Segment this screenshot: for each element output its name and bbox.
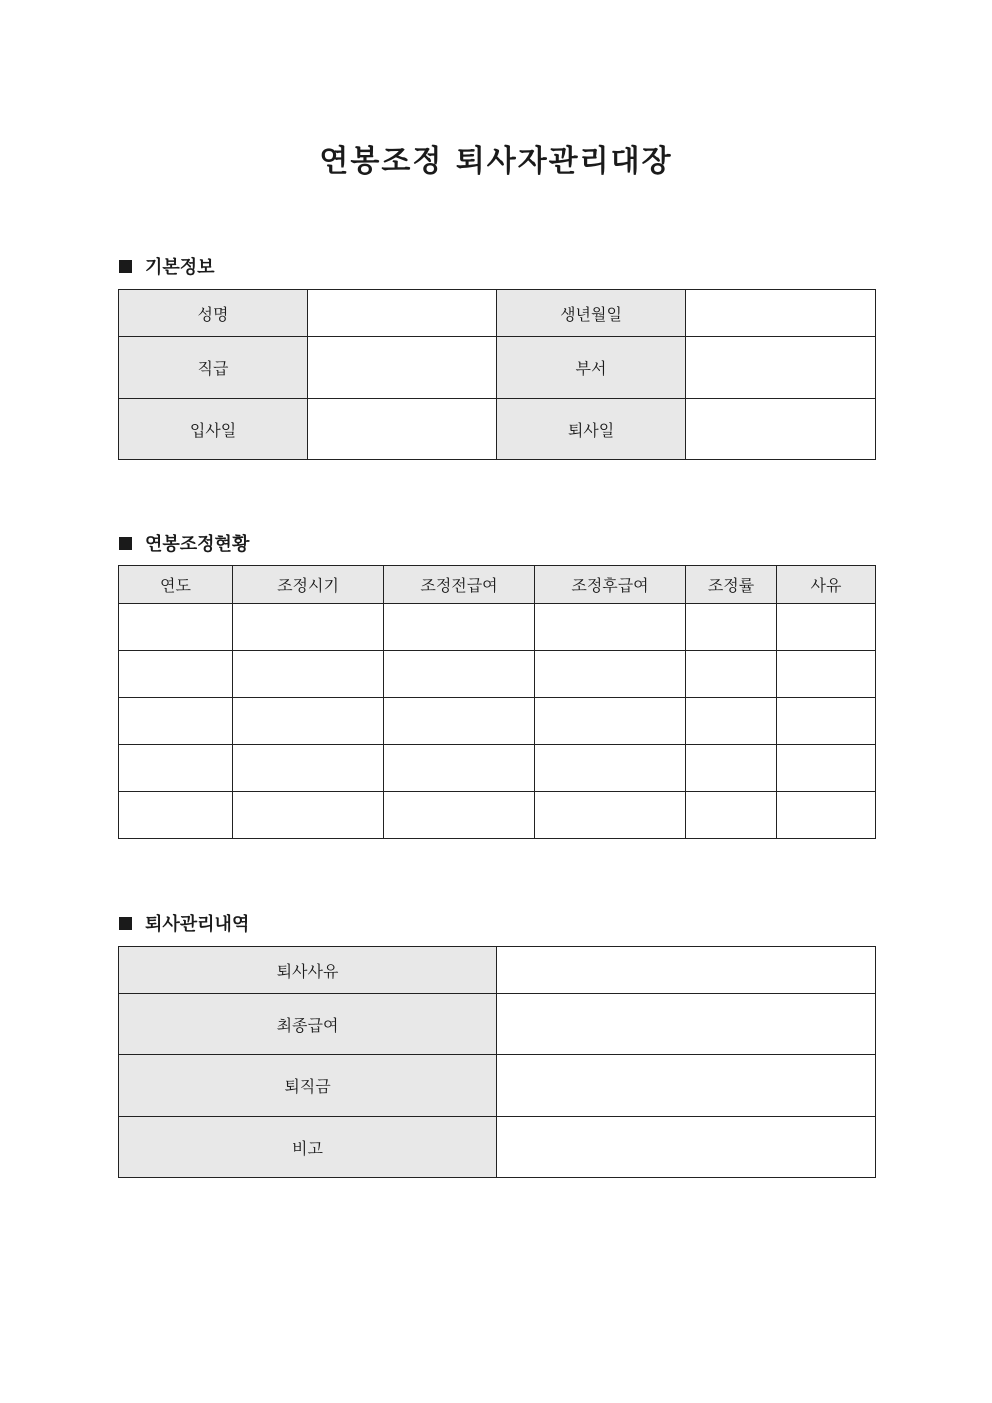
page-title: 연봉조정 퇴사자관리대장 <box>319 144 673 179</box>
table-cell[interactable] <box>233 698 384 745</box>
section-title: 연봉조정현황 <box>145 534 250 555</box>
remarks-field[interactable] <box>497 1117 876 1178</box>
table-cell[interactable] <box>119 792 233 839</box>
label-position: 직급 <box>119 337 308 399</box>
table-cell[interactable] <box>686 745 777 792</box>
table-cell[interactable] <box>233 745 384 792</box>
table-cell[interactable] <box>119 698 233 745</box>
square-bullet-icon <box>119 260 132 273</box>
label-remarks: 비고 <box>119 1117 497 1178</box>
table-row <box>119 994 876 1055</box>
table-cell[interactable] <box>119 651 233 698</box>
label-final-salary: 최종급여 <box>119 994 497 1055</box>
table-cell[interactable] <box>777 604 876 651</box>
table-cell[interactable] <box>777 651 876 698</box>
table-cell[interactable] <box>233 651 384 698</box>
label-name: 성명 <box>119 290 308 337</box>
table-cell[interactable] <box>777 792 876 839</box>
table-cell[interactable] <box>686 698 777 745</box>
table-cell[interactable] <box>686 604 777 651</box>
name-field[interactable] <box>308 290 497 337</box>
section-heading-retire <box>119 910 249 936</box>
table-row <box>119 947 876 994</box>
table-row <box>119 792 876 839</box>
table-cell[interactable] <box>384 745 535 792</box>
department-field[interactable] <box>686 337 876 399</box>
col-header-rate: 조정률 <box>686 566 777 604</box>
salary-adjustment-table <box>118 565 876 839</box>
table-row <box>119 290 876 337</box>
table-cell[interactable] <box>384 792 535 839</box>
table-row <box>119 745 876 792</box>
table-cell[interactable] <box>384 651 535 698</box>
table-cell[interactable] <box>777 745 876 792</box>
col-header-reason: 사유 <box>777 566 876 604</box>
table-row <box>119 604 876 651</box>
table-cell[interactable] <box>535 745 686 792</box>
table-cell[interactable] <box>535 698 686 745</box>
table-cell[interactable] <box>686 792 777 839</box>
retirement-table <box>118 946 876 1178</box>
table-cell[interactable] <box>686 651 777 698</box>
col-header-year: 연도 <box>119 566 233 604</box>
retire-reason-field[interactable] <box>497 947 876 994</box>
table-cell[interactable] <box>233 604 384 651</box>
table-row <box>119 337 876 399</box>
label-severance: 퇴직금 <box>119 1055 497 1117</box>
table-row <box>119 698 876 745</box>
table-cell[interactable] <box>384 604 535 651</box>
col-header-timing: 조정시기 <box>233 566 384 604</box>
square-bullet-icon <box>119 917 132 930</box>
table-cell[interactable] <box>119 604 233 651</box>
section-heading-salary <box>119 530 249 556</box>
section-heading-basic <box>119 253 215 279</box>
table-cell[interactable] <box>233 792 384 839</box>
table-row <box>119 1055 876 1117</box>
label-hire-date: 입사일 <box>119 399 308 460</box>
hire-date-field[interactable] <box>308 399 497 460</box>
table-header-row <box>119 566 876 604</box>
table-cell[interactable] <box>777 698 876 745</box>
section-title: 퇴사관리내역 <box>145 914 250 935</box>
col-header-after-salary: 조정후급여 <box>535 566 686 604</box>
severance-field[interactable] <box>497 1055 876 1117</box>
label-retire-reason: 퇴사사유 <box>119 947 497 994</box>
table-row <box>119 651 876 698</box>
retire-date-field[interactable] <box>686 399 876 460</box>
table-row <box>119 1117 876 1178</box>
table-cell[interactable] <box>535 604 686 651</box>
table-cell[interactable] <box>384 698 535 745</box>
label-birthdate: 생년월일 <box>497 290 686 337</box>
col-header-before-salary: 조정전급여 <box>384 566 535 604</box>
position-field[interactable] <box>308 337 497 399</box>
table-row <box>119 399 876 460</box>
table-cell[interactable] <box>535 792 686 839</box>
basic-info-table <box>118 289 876 460</box>
table-cell[interactable] <box>119 745 233 792</box>
final-salary-field[interactable] <box>497 994 876 1055</box>
birthdate-field[interactable] <box>686 290 876 337</box>
table-cell[interactable] <box>535 651 686 698</box>
section-title: 기본정보 <box>145 257 215 278</box>
label-department: 부서 <box>497 337 686 399</box>
square-bullet-icon <box>119 537 132 550</box>
label-retire-date: 퇴사일 <box>497 399 686 460</box>
